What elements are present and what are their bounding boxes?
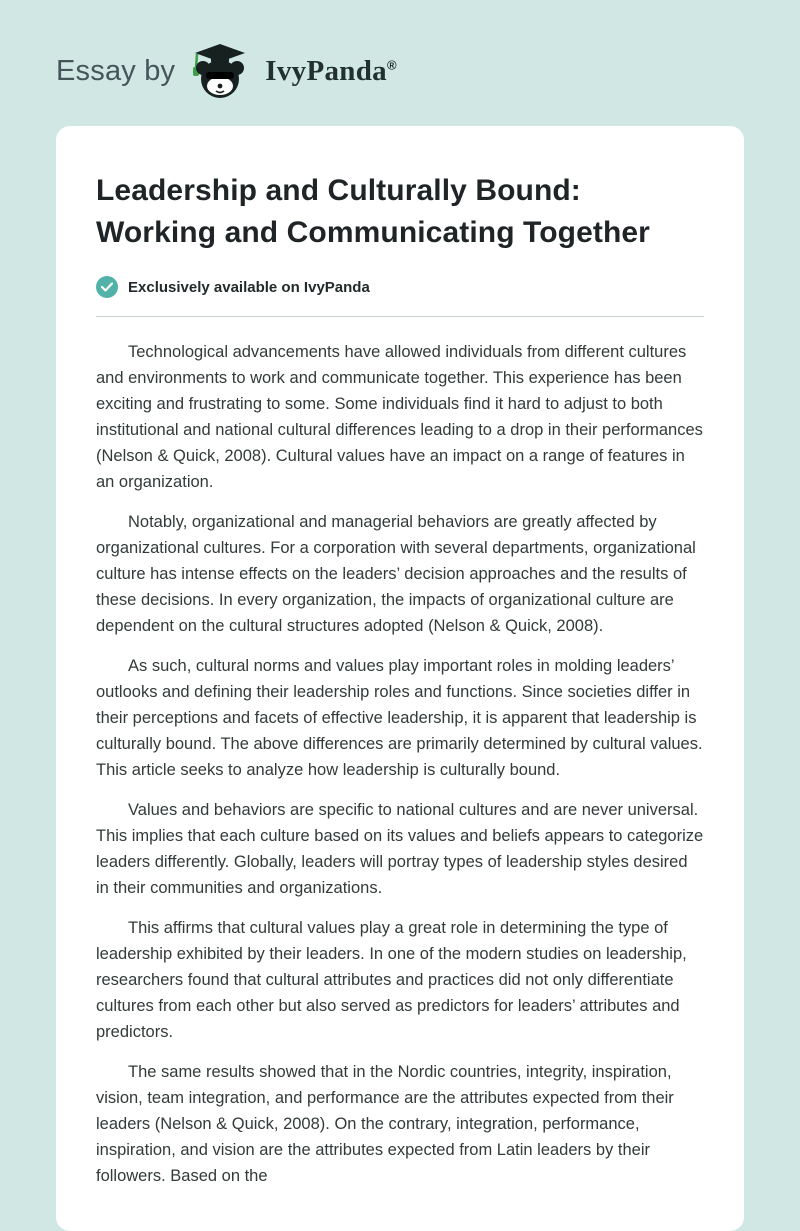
essay-paragraph: Technological advancements have allowed individuals from different cultures and environments to work and communicate together. This experience has been exciting and frustrating to some. Some individuals find it hard to adjust to both institutional and national cultural differences leading to a drop in their performances (Nelson & Quick, 2008). Cultural values have an impact on a range of features in an organization. xyxy=(96,343,703,491)
brand-text: IvyPanda xyxy=(265,54,387,87)
brand-name xyxy=(265,55,397,88)
availability-row xyxy=(96,276,704,298)
essay-card xyxy=(56,126,744,1231)
panda-graduate-icon xyxy=(189,42,251,100)
divider xyxy=(96,316,704,317)
essay-by-label: Essay by xyxy=(56,54,176,87)
check-icon xyxy=(96,276,118,298)
essay-paragraph: This affirms that cultural values play a great role in determining the type of leadership exhibited by their leaders. In one of the modern studies on leadership, researchers found that cultural attributes and practices did not only differentiate cultures from each other but also served as predictors for leaders’ attributes and predictors. xyxy=(96,919,687,1041)
availability-label: Exclusively available on IvyPanda xyxy=(128,278,370,296)
essay-paragraph: Notably, organizational and managerial behaviors are greatly affected by organizational cultures. For a corporation with several departments, organizational culture has intense effects on the leaders’ decision approaches and the results of these decisions. In every organization, the impacts of organizational culture are dependent on the cultural structures adopted (Nelson & Quick, 2008). xyxy=(96,513,696,635)
essay-paragraph: Values and behaviors are specific to national cultures and are never universal. This implies that each culture based on its values and beliefs appears to categorize leaders differently. Globally, leaders will portray types of leadership styles desired in their communities and organizations. xyxy=(96,801,704,897)
essay-paragraph: The same results showed that in the Nordic countries, integrity, inspiration, vision, team integration, and performance are the attributes expected from their leaders (Nelson & Quick, 2008). On the contrary, integration, performance, inspiration, and vision are the attributes expected from Latin leaders by their followers. Based on the xyxy=(96,1063,674,1185)
essay-title: Leadership and Culturally Bound: Working and Communicating Together xyxy=(96,174,650,249)
site-header xyxy=(0,0,800,126)
registered-mark: ® xyxy=(386,56,397,72)
essay-paragraph: As such, cultural norms and values play important roles in molding leaders’ outlooks and defining their leadership roles and functions. Since societies differ in their perceptions and facets of effective leadership, it is apparent that leadership is culturally bound. The above differences are primarily determined by cultural values. This article seeks to analyze how leadership is culturally bound. xyxy=(96,657,703,779)
